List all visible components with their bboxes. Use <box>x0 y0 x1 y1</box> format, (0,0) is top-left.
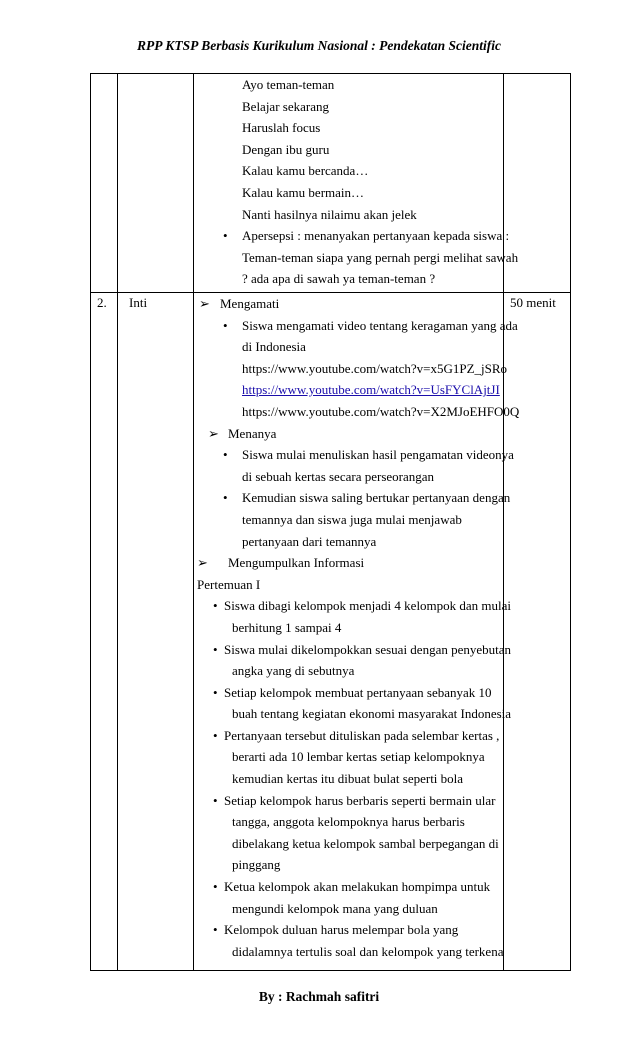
list-item: • Siswa mulai dikelompokkan sesuai dengan penyebutan <box>199 639 498 661</box>
song-line: Belajar sekarang <box>242 98 329 114</box>
list-item: • Pertanyaan tersebut dituliskan pada selembar kertas , <box>199 725 498 747</box>
video-link[interactable]: https://www.youtube.com/watch?v=X2MJoEHFO0Q <box>242 403 520 419</box>
bullet-icon: • <box>213 598 218 614</box>
list-item: • Setiap kelompok membuat pertanyaan sebanyak 10 <box>199 682 498 704</box>
list-item: • Siswa dibagi kelompok menjadi 4 kelompok dan mulai <box>199 595 498 617</box>
list-item: • Setiap kelompok harus berbaris seperti bermain ular <box>199 790 498 812</box>
list-item-continuation: angka yang di sebutnya <box>232 663 355 679</box>
song-line: Nanti hasilnya nilaimu akan jelek <box>242 206 417 222</box>
row1-content-cell <box>194 74 519 293</box>
bullet-icon: • <box>223 447 228 463</box>
bullet-icon: • <box>213 922 218 938</box>
list-item-continuation: pertanyaan dari temannya <box>242 533 377 549</box>
song-line: Dengan ibu guru <box>242 141 330 157</box>
row1-number-cell <box>91 74 118 293</box>
song-line: Ayo teman-teman <box>242 77 335 92</box>
list-item: • Siswa mengamati video tentang keragaman yang ada <box>199 315 498 337</box>
page-header: RPP KTSP Berbasis Kurikulum Nasional : Pendekatan Scientific <box>137 38 501 53</box>
bullet-icon: • <box>223 317 228 333</box>
table-row <box>91 74 571 293</box>
list-item-continuation: berhitung 1 sampai 4 <box>232 619 342 635</box>
bullet-icon: • <box>213 727 218 743</box>
meeting-label: Pertemuan I <box>197 576 261 592</box>
list-item-continuation: pinggang <box>232 857 281 873</box>
section-heading-mengumpulkan: ➢ Mengumpulkan Informasi <box>199 552 498 574</box>
list-item-continuation: mengundi kelompok mana yang duluan <box>232 900 438 916</box>
bullet-icon: • <box>213 879 218 895</box>
arrow-bullet-icon: ➢ <box>197 555 208 571</box>
arrow-bullet-icon: ➢ <box>208 425 219 441</box>
list-item-continuation: tangga, anggota kelompoknya harus berbaris <box>232 814 465 830</box>
song-line: Kalau kamu bermain… <box>242 184 365 200</box>
bullet-icon: • <box>213 792 218 808</box>
row2-stage-cell: Inti <box>118 293 194 971</box>
table-row <box>91 293 571 971</box>
list-item-continuation: ? ada apa di sawah ya teman-teman ? <box>242 271 436 287</box>
list-item-continuation: buah tentang kegiatan ekonomi masyarakat Indonesia <box>232 706 512 722</box>
list-item-continuation: didalamnya tertulis soal dan kelompok yang terkena <box>232 943 504 959</box>
bullet-icon: • <box>223 228 228 244</box>
section-heading-mengamati: ➢ Mengamati <box>199 293 498 315</box>
video-link-hyperlink[interactable]: https://www.youtube.com/watch?v=UsFYClAjtJI <box>242 382 500 398</box>
arrow-bullet-icon: ➢ <box>199 296 210 311</box>
list-item: • Kemudian siswa saling bertukar pertanyaan dengan <box>199 487 498 509</box>
video-link[interactable]: https://www.youtube.com/watch?v=x5G1PZ_jSRo <box>242 360 508 376</box>
list-item-continuation: di sebuah kertas secara perseorangan <box>242 468 435 484</box>
song-line: Kalau kamu bercanda… <box>242 163 369 179</box>
list-item: • Kelompok duluan harus melempar bola yang <box>199 919 498 941</box>
list-item-continuation: kemudian kertas itu dibuat bulat seperti bola <box>232 771 464 787</box>
list-item: • Ketua kelompok akan melakukan hompimpa untuk <box>199 876 498 898</box>
list-item-continuation: berarti ada 10 lembar kertas setiap kelompoknya <box>232 749 485 765</box>
row2-number-cell: 2. <box>91 293 118 971</box>
list-item: • Apersepsi : menanyakan pertanyaan kepada siswa : <box>199 225 498 247</box>
song-line: Haruslah focus <box>242 120 321 136</box>
section-heading-menanya: ➢ Menanya <box>199 423 498 445</box>
bullet-icon: • <box>213 684 218 700</box>
list-item-continuation: di Indonesia <box>242 339 306 355</box>
lesson-plan-table <box>90 73 571 971</box>
list-item-continuation: dibelakang ketua kelompok sambal berpegangan di <box>232 835 499 851</box>
row2-content-cell <box>194 293 520 971</box>
list-item-continuation: Teman-teman siapa yang pernah pergi melihat sawah <box>242 249 519 265</box>
row2-duration-cell: 50 menit <box>504 293 571 971</box>
list-item: • Siswa mulai menuliskan hasil pengamatan videonya <box>199 444 498 466</box>
bullet-icon: • <box>223 490 228 506</box>
page-footer: By : Rachmah safitri <box>258 989 380 1004</box>
bullet-icon: • <box>213 641 218 657</box>
row1-stage-cell <box>118 74 194 293</box>
list-item-continuation: temannya dan siswa juga mulai menjawab <box>242 511 462 527</box>
